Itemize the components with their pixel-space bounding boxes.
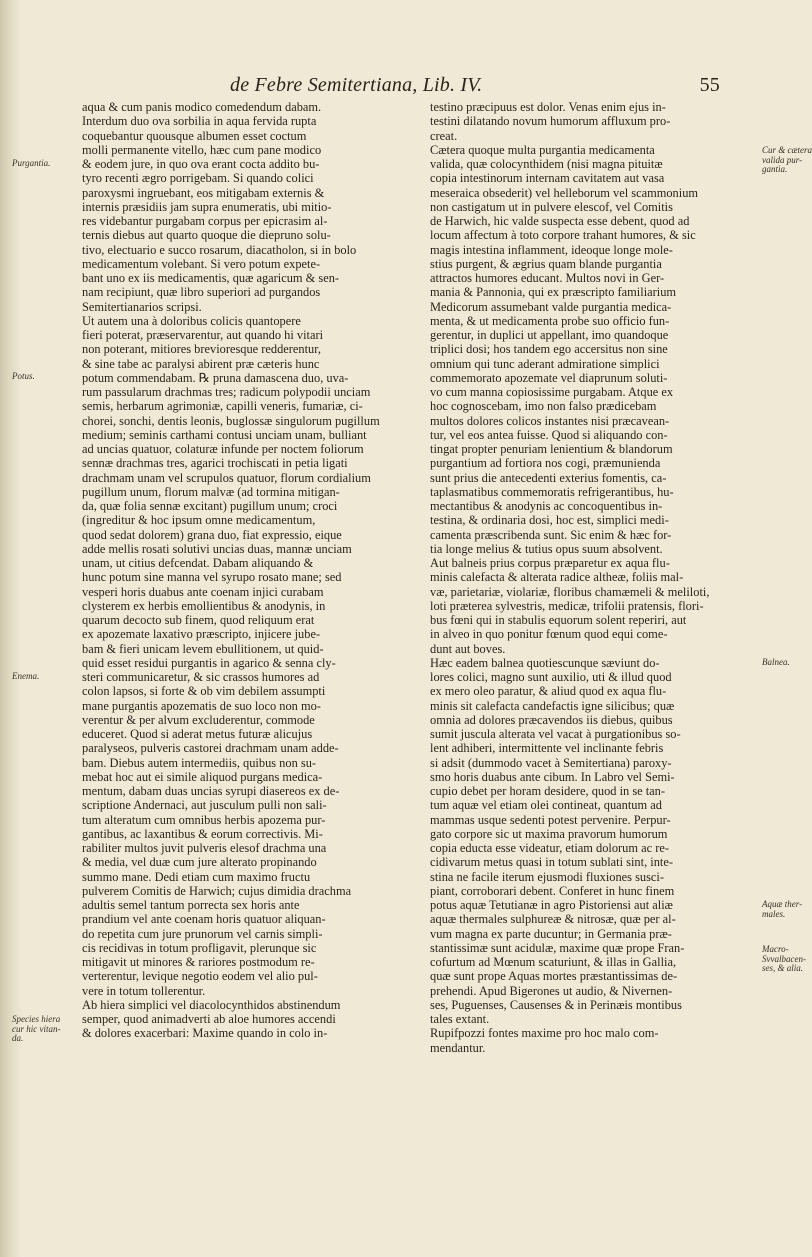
text-line: Rupifpozzi fontes maxime pro hoc malo com- (430, 1026, 659, 1041)
text-line: coquebantur quousque albumen esset coctum (82, 128, 307, 143)
text-line: lent adhiberi, intermittente vel inclinante febris (430, 741, 664, 756)
text-line: tur, vel eos antea fuisse. Quod si aliquando con- (430, 427, 668, 442)
text-line: testini dilatando novum humorum affluxum pro- (430, 114, 671, 129)
text-line: ex mero oleo paratur, & aliud quod ex aqua flu- (430, 684, 667, 699)
margin-note-cur-caetera: Cur & cætera valida pur- gantia. (762, 145, 812, 174)
text-line: loti præterea sylvestris, medicæ, trifolii pratensis, flori- (430, 598, 704, 613)
text-line: ex apozemate laxativo præscripto, injicere jube- (82, 627, 321, 642)
text-line: in alveo in quo ponitur fœnum quod equi come- (430, 627, 668, 642)
text-line: vere in totum tollerentur. (82, 983, 206, 998)
text-line: omnium qui tunc aderant admiratione simplici (430, 356, 660, 371)
text-line: cofurtum ad Mœnum scaturiunt, & illas in Gallia, (430, 955, 677, 969)
text-line: aqua & cum panis modico comedendum dabam. (82, 100, 322, 114)
text-line: tum alteratum cum omnibus herbis apozema pur- (82, 812, 326, 827)
text-line: piant, corroborari debent. Conferet in hunc finem (430, 883, 675, 898)
text-line: bus fœni qui in stabulis equorum solent reperiri, aut (430, 613, 687, 627)
text-line: da, quæ folia sennæ excitant) pugillum unum; croci (82, 499, 338, 513)
text-line: mendantur. (430, 1040, 486, 1055)
text-line: prehendi. Apud Bigerones ut audio, & Nivernen- (430, 983, 673, 998)
text-line: rabiliter multos juvit pulveris elesof drachma una (82, 841, 327, 855)
text-line: scriptione Andernaci, aut jusculum pulli non sali- (82, 798, 327, 813)
text-line: nam recipiunt, quæ libro superiori ad purgandos (82, 285, 321, 300)
text-line: commemorato apozemate vel diaprunum soluti- (430, 370, 668, 385)
text-line: tivo, electuario e succo rosarum, diacatholon, si in bolo (82, 242, 357, 257)
text-line: locum affectum à toto corpore trahant humores, & sic (430, 228, 696, 243)
text-line: Aut balneis prius corpus præparetur ex aqua flu- (430, 556, 670, 570)
text-line: minis sit calefacta candefactis igne silicibus; quæ (430, 698, 675, 713)
text-line: verentur & per alvum excluderentur, commode (82, 712, 315, 727)
text-line: Ab hiera simplici vel diacolocynthidos abstinendum (82, 997, 341, 1012)
text-line: quarum decocto sub finem, quod reliquum erat (82, 613, 315, 627)
text-line: sunt prius die antecedenti exterius fomentis, ca- (430, 470, 667, 485)
text-line: clysterem ex herbis emollientibus & anodynis, in (82, 598, 326, 613)
text-line: res videbantur purgabam corpus per epicrasim al- (82, 214, 328, 228)
text-line: tyro recenti ægro porrigebam. Si quando colici (82, 171, 314, 186)
text-line: adultis semel tantum porrecta sex horis ante (82, 898, 300, 912)
running-header (230, 74, 720, 98)
text-line: camenta præscribenda sunt. Sic enim & hæc for- (430, 527, 672, 542)
text-line: potum commendabam. ℞ pruna damascena duo, uva- (82, 370, 349, 385)
text-line: copia intestinorum internam cavitatem aut vasa (430, 171, 665, 186)
text-line: colon lapsos, si forte & ob vim debilem assumpti (82, 684, 326, 699)
text-line: magis intestina inflamment, ideoque longe mole- (430, 242, 673, 257)
text-line: pulverem Comitis de Harwich; cujus dimidia drachma (82, 883, 352, 898)
text-line: cidivarum metus quasi in totum sublati sint, inte- (430, 855, 673, 870)
text-line: internis præsidiis jam supra enumeratis, ubi mitio- (82, 199, 332, 214)
text-line: mebat hoc aut ei simile aliquod purgans medica- (82, 769, 323, 784)
text-line: & sine tabe ac paralysi abirent præ cæteris hunc (82, 356, 320, 371)
margin-note-enema: Enema. (12, 671, 40, 681)
text-line: vo cum manna copiosissime purgabam. Atque ex (430, 385, 674, 399)
text-line: testino præcipuus est dolor. Venas enim ejus in- (430, 100, 666, 114)
text-line: & media, vel duæ cum jure alterato propinando (82, 855, 317, 870)
text-line: quæ sunt prope Aquas mortes præstantissimas de- (430, 969, 678, 984)
text-line: molli permanente vitello, hæc cum pane modico (82, 142, 322, 157)
text-line: aquæ thermales sulphureæ & nitrosæ, quæ per al- (430, 912, 676, 927)
book-binding-shadow (0, 0, 22, 1257)
text-line: taplasmatibus commemoratis refrigerantibus, hu- (430, 484, 674, 499)
text-line: meseraica obsederit) vel helleborum vel scammonium (430, 185, 699, 200)
text-line: Semitertianarios scripsi. (82, 299, 202, 314)
text-line: dunt aut boves. (430, 641, 506, 656)
text-line: sumit jusculа alterata vel vacat à purgationibus so- (430, 727, 681, 741)
text-line: medicamentum volebant. Si vero potum expete- (82, 256, 321, 271)
text-line: copia educta esse videatur, etiam dolorum ac re- (430, 841, 669, 855)
text-line: & dolores exacerbari: Maxime quando in colo in- (82, 1026, 328, 1041)
text-line: drachmam unam vel scrupulos quatuor, florum cordialium (82, 470, 371, 485)
text-line: ses, Puguenses, Causenses & in Perinæis montibus (430, 997, 682, 1012)
text-line: vesperi horis duabus ante coenam injici curabam (82, 584, 324, 599)
text-line: unam, ut citius defcendat. Dabam aliquando & (82, 556, 314, 570)
margin-note-potus: Potus. (12, 371, 35, 381)
text-line: purgantium ad fortiora nos cogi, præmunienda (430, 456, 661, 471)
text-line: triplici dosi; hos tandem ego accersitus non sine (430, 342, 668, 357)
text-line: Cætera quoque multa purgantia medicamenta (430, 142, 655, 157)
text-line: chorei, sonchi, dentis leonis, buglossæ singulorum pugillum (82, 413, 380, 428)
text-line: tingat propter penuriam lenientium & blandorum (430, 442, 673, 456)
text-line: mane purgantis apozematis de suo loco non mo- (82, 698, 321, 713)
text-line: mania & Pannonia, qui ex præscripto familiarium (430, 285, 677, 300)
right-text-column (430, 100, 758, 1055)
text-line: Interdum duo ova sorbilia in aqua fervida rupta (82, 114, 317, 129)
text-line: sennæ drachmas tres, agarici trochiscati in petia ligati (82, 456, 348, 471)
text-line: cis recidivas in totum profligavit, plerunque sic (82, 940, 317, 955)
left-text-column (82, 100, 408, 1041)
text-line: tia longe melius & tutius opus suum absolvent. (430, 541, 663, 556)
text-line: semis, herbarum agrimoniæ, capilli veneris, fumariæ, ci- (82, 399, 363, 414)
text-line: minis calefacta & alterata radice altheæ, foliis mal- (430, 570, 684, 585)
text-line: valida, quæ colocynthidem (nisi magna pituitæ (430, 157, 663, 171)
text-line: summo mane. Dedi etiam cum maximo fructu (82, 869, 311, 884)
text-line: væ, parietariæ, violariæ, floribus chamæmeli & meliloti, (430, 584, 710, 599)
text-line: quid esset residui purgantis in agarico & senna cly- (82, 655, 336, 670)
text-line: quod sedat dolorem) grana duo, fiat expressio, eique (82, 527, 342, 542)
text-line: de Harwich, hic valde suspecta esse debent, quod ad (430, 214, 690, 228)
text-line: attractos humores educant. Multos novi in Ger- (430, 271, 665, 285)
text-line: stina ne facile iterum ejusmodi fluxiones susci- (430, 869, 664, 884)
margin-note-balnea: Balnea. (762, 657, 790, 667)
text-line: adde mellis rosati solutivi uncias duas, mannæ unciam (82, 541, 352, 556)
text-line: ternis diebus aut quarto quoque die diepruno solu- (82, 228, 331, 243)
margin-note-macro: Macro- Svvalbacen- ses, & alia. (762, 944, 806, 973)
text-line: multos dolores colicos instantes nisi præcavean- (430, 413, 670, 428)
text-line: paroxysmi ingruebant, eos mitigabam externis & (82, 185, 325, 200)
text-line: paralyseos, pulveris castorei drachmam unam adde- (82, 741, 339, 756)
text-line: bant uno ex iis medicamentis, quæ agaricum & sen- (82, 271, 340, 285)
text-line: ad uncias quatuor, colaturæ infunde per noctem foliorum (82, 442, 364, 456)
text-line: fieri poterat, præservarentur, aut quando hi vitari (82, 328, 324, 342)
text-line: rum passularum drachmas tres; radicum polypodii unciam (82, 385, 371, 399)
text-line: smo horis duabus ante cibum. In Labro vel Semi- (430, 769, 675, 784)
text-line: mitigavit ut minores & rariores postmodum re- (82, 955, 315, 969)
text-line: mectantibus & anodynis ac concoquentibus in- (430, 499, 663, 513)
text-line: non castigatum ut in pulvere elescof, vel Comitis (430, 199, 673, 214)
text-line: stius purgent, & ægrius quam blande purgantia (430, 256, 662, 271)
running-title: de Febre Semitertiana, Lib. IV. (230, 74, 483, 96)
text-line: cupio debet per horam desidere, quod in se tan- (430, 784, 665, 798)
text-line: verterentur, levique negotio eodem vel alio pul- (82, 969, 318, 984)
text-line: educeret. Quod si aderat metus futuræ alicujus (82, 727, 313, 741)
text-line: vum magna ex parte ducuntur; in Germania præ- (430, 926, 672, 941)
text-line: do repetita cum jure prunorum vel carnis simpli- (82, 926, 323, 941)
text-line: tum aquæ vel etiam olei contineat, quantum ad (430, 798, 662, 813)
text-line: non poterant, mitiores brevioresque redderentur, (82, 342, 321, 357)
text-line: tales extant. (430, 1012, 490, 1026)
text-line: menta, & ut medicamenta probe suo officio fun- (430, 313, 670, 328)
text-line: Medicorum assumebant valde purgantia medica- (430, 299, 672, 314)
text-line: bam. Diebus autem intermediis, quibus non su- (82, 755, 317, 770)
text-line: potus aquæ Tetutianæ in agro Pistoriensi aut aliæ (430, 898, 673, 912)
text-line: hunc potum sine manna vel syrupo rosato mane; sed (82, 570, 342, 585)
text-line: bam & fieri unicam levem ebullitionem, ut quid- (82, 641, 324, 656)
text-line: Hæc eadem balnea quotiescunque sæviunt do- (430, 655, 660, 670)
text-line: gantibus, ac laxantibus & eorum correctivis. Mi- (82, 826, 323, 841)
text-line: Ut autem una à doloribus colicis quantopere (82, 313, 301, 328)
text-line: (ingreditur & hoc ipsum omne medicamentum, (82, 513, 316, 528)
text-line: mammas usque sedenti potest pervenire. Perpur- (430, 812, 671, 827)
text-line: prandium vel ante coenam horis quatuor aliquan- (82, 912, 326, 927)
text-line: hoc cognoscebam, imo non falso prædicebam (430, 399, 657, 414)
text-line: semper, quod animadverti ab aloe humores accendi (82, 1012, 336, 1026)
text-line: testina, & ordinaria dosi, hoc est, simplici medi- (430, 513, 669, 528)
text-line: mentum, dabam duas uncias syrupi diasereos ex de- (82, 784, 340, 798)
margin-note-aquae-thermales: Aquæ ther- males. (762, 899, 803, 919)
text-line: pugillum unum, florum malvæ (ad tormina mitigan- (82, 484, 340, 499)
text-line: medium; seminis carthami contusi unciam unam, bulliant (82, 427, 367, 442)
margin-note-species-hiera: Species hiera cur hic vitan- da. (12, 1014, 61, 1043)
text-line: gato corpore sic ut maxima pravorum humorum (430, 826, 668, 841)
text-line: lores colici, magno sunt auxilio, uti & illud quod (430, 670, 672, 684)
text-line: gerentur, in duplici ut appellant, imo quandoque (430, 328, 669, 342)
text-line: steri communicaretur, & sic crassos humores ad (82, 670, 320, 684)
margin-note-purgantia: Purgantia. (12, 158, 51, 168)
text-line: si adsit (dummodo vacet à Semitertiana) paroxy- (430, 755, 672, 770)
text-line: creat. (430, 128, 458, 143)
text-line: & eodem jure, in quo ova erant cocta addito bu- (82, 157, 320, 171)
text-line: stantissimæ sunt acidulæ, maxime quæ prope Fran- (430, 940, 685, 955)
page-number: 55 (699, 74, 720, 96)
text-line: omnia ad dolores præcavendos iis diebus, quibus (430, 712, 673, 727)
